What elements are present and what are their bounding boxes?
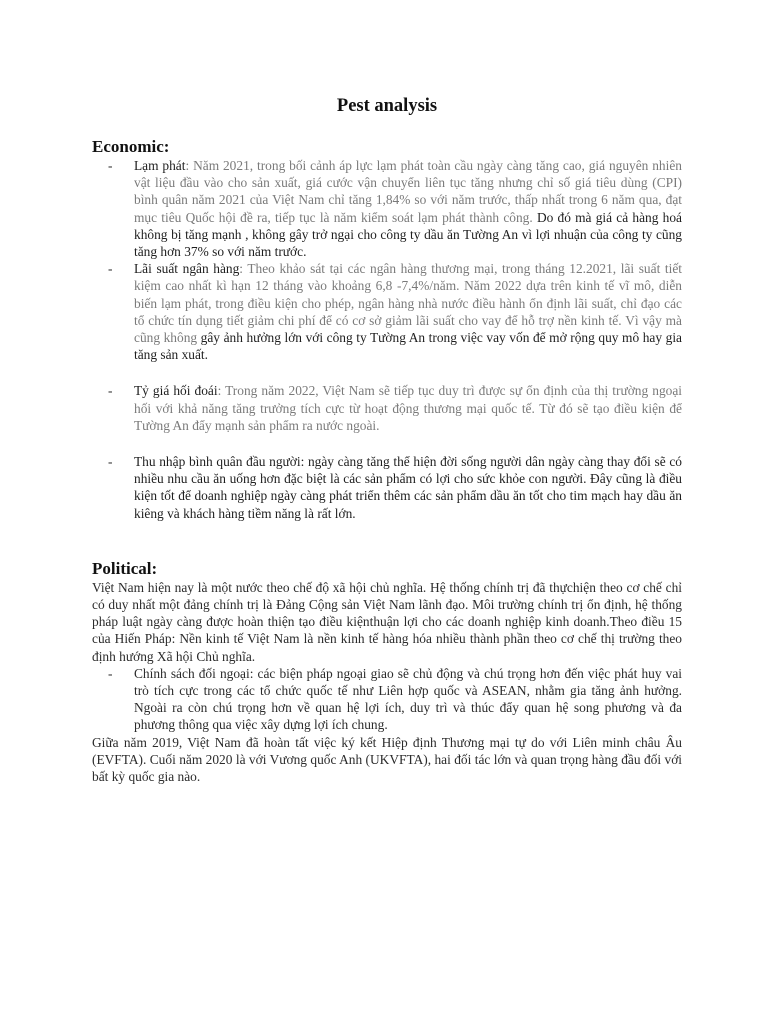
economic-heading: Economic: [92,137,170,156]
economic-item-exchange-rate [92,382,682,434]
political-paragraph-2: Giữa năm 2019, Việt Nam đã hoàn tất việc ký kết Hiệp định Thương mại tự do với Liên minh châu Âu (EVFTA). Cuối năm 2020 là với Vương quốc Anh (UKVFTA), hai đối tác lớn và quan trọng hàng đầu đối với bất kỳ quốc gia nào. [92,734,682,785]
political-item-foreign-policy [92,665,682,734]
item-text-gray: : Trong năm 2022, Việt Nam sẽ tiếp tục duy trì được sự ổn định của thị trường ngoại hối với khả năng tăng trưởng tích cực từ hoạt động thương mại quốc tế. Từ đó sẽ tạo điều kiện để Tường An đẩy mạnh sản phẩm ra nước ngoài. [134,383,683,433]
political-heading: Political: [92,558,158,578]
political-paragraph-1: Việt Nam hiện nay là một nước theo chế độ xã hội chủ nghĩa. Hệ thống chính trị đã thựchiện theo cơ chế chỉ có duy nhất một đảng chính trị là Đảng Cộng sản Việt Nam lãnh đạo. Môi trường chính trị ổn định, hệ thống pháp luật ngày càng được hoàn thiện tạo điều kiệnthuận lợi cho các doanh nghiệp kinh doanh.Theo điều 15 của Hiến Pháp: Nền kinh tế Việt Nam là nền kinh tế hàng hóa nhiều thành phần theo cơ chế thị trường theo định hướng Xã hội Chủ nghĩa. [92,579,682,664]
economic-item-income [92,453,682,522]
item-text-dark: Do đó mà giá cả hàng hoá không bị tăng mạnh , không gây trở ngại cho công ty dầu ăn Tường An vì lợi nhuận của công ty cũng tăng hơn 37% so với năm trước. [134,209,682,260]
bullet-marker: - [108,665,113,681]
bullet-marker: - [108,383,113,399]
item-text-gray: : Năm 2021, trong bối cảnh áp lực lạm phát toàn cầu ngày càng tăng cao, giá nguyên nhiên vật liệu đầu vào cho sản xuất, giá cước vận chuyển liên tục tăng nhưng chỉ số giá tiêu dùng (CPI) bình quân năm 2021 của Việt Nam chỉ tăng 1,84% so với năm trước, thấp nhất trong 6 năm qua, đạt mục tiêu Quốc hội đề ra, tiếp tục là năm kiểm soát lạm phát thành công. [134,158,682,225]
bullet-marker: - [108,454,113,470]
economic-item-interest-rate [92,260,682,363]
item-text-dark: gây ảnh hưởng lớn với công ty Tường An trong việc vay vốn để mở rộng quy mô hay gia tăng sản xuất. [134,330,682,363]
item-text: Chính sách đối ngoại: các biện pháp ngoại giao sẽ chủ động và chú trọng hơn đến việc phát huy vai trò tích cực trong các tổ chức quốc tế như Liên hợp quốc và ASEAN, nhằm gia tăng ảnh hưởng. Ngoài ra còn chú trọng hơn về quan hệ lợi ích, duy trì và thúc đẩy quan hệ song phương và đa phương thông qua việc xây dựng lợi ích chung. [134,665,682,733]
economic-item-inflation [92,157,682,260]
item-text-gray: : Theo khảo sát tại các ngân hàng thương mại, trong tháng 12.2021, lãi suất tiết kiệm cao nhất kì hạn 12 tháng vào khoảng 6,8 -7,4%/năm. Năm 2022 dựa trên kinh tế vĩ mô, diễn biến lạm phát, trong điều kiện cho phép, ngân hàng nhà nước điều hành ổn định lãi suất, chỉ đạo các tổ chức tín dụng tiết giảm chi phí để có cơ sở giảm lãi suất cho vay để hỗ trợ nền kinh tế. Vì vậy mà cũng không [134,261,682,346]
bullet-marker: - [108,261,113,277]
page-title: Pest analysis [336,96,438,116]
bullet-marker: - [108,158,113,173]
item-label: Lạm phát [134,158,186,173]
political-list [92,665,682,734]
item-label: Lãi suất ngân hàng [134,261,240,277]
item-text-dark: : ngày càng tăng thể hiện đời sống người dân ngày càng thay đổi sẽ có nhiều nhu cầu ăn uống hơn đặc biệt là các sản phẩm có lợi cho sức khỏe con người. Đây cũng là điều kiện tốt để doanh nghiệp ngày càng phát triển thêm các sản phẩm dầu ăn tốt cho tim mạch hay dầu ăn kiêng và khách hàng tiềm năng là rất lớn. [134,454,682,521]
item-label: Thu nhập bình quân đầu người [134,454,301,470]
item-label: Tỷ giá hối đoái [134,383,218,399]
economic-list [92,157,682,522]
